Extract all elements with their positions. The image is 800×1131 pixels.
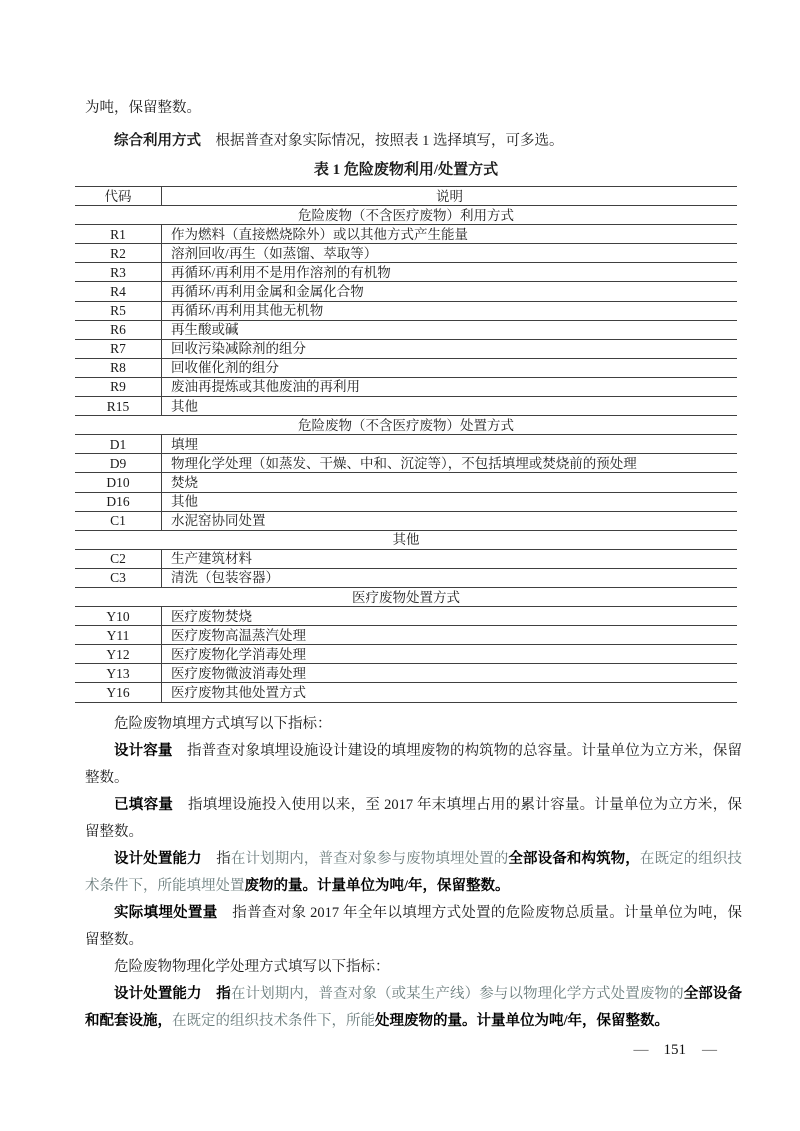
- footer-dash-left: —: [633, 1042, 648, 1058]
- cell-desc: 回收污染减除剂的组分: [171, 341, 306, 357]
- cell-desc: 医疗废物焚烧: [171, 608, 252, 624]
- table-row: [75, 321, 737, 340]
- cell-desc: 再循环/再利用不是用作溶剂的有机物: [171, 264, 391, 280]
- table-row: [75, 435, 737, 454]
- physchem-design-capacity-def: [85, 981, 742, 1035]
- cell-code: Y16: [75, 683, 162, 701]
- cell-desc: 其他: [171, 398, 198, 414]
- cell-code: R2: [75, 244, 162, 262]
- cell-desc: 物理化学处理（如蒸发、干燥、中和、沉淀等），不包括填埋或焚烧前的预处理: [171, 455, 637, 471]
- design-disposal-capacity-def: [85, 846, 742, 900]
- cell-desc: 作为燃料（直接燃烧除外）或以其他方式产生能量: [171, 226, 468, 242]
- filled-capacity-def: [85, 792, 742, 846]
- cell-code: D1: [75, 435, 162, 453]
- table-row: [75, 607, 737, 626]
- cell-desc: 溶剂回收/再生（如蒸馏、萃取等）: [171, 245, 378, 261]
- cell-desc: 生产建筑材料: [171, 551, 252, 567]
- cell-desc: 医疗废物微波消毒处理: [171, 665, 306, 681]
- text-segment: 指: [201, 850, 231, 867]
- cell-desc: 清洗（包装容器）: [171, 570, 279, 586]
- cell-code: Y11: [75, 626, 162, 644]
- text-segment: 在既定的组织技术条件下，所能填埋处置: [85, 850, 743, 894]
- table-section-row: [75, 206, 737, 225]
- cell-code: R4: [75, 282, 162, 300]
- cell-desc: 回收催化剂的组分: [171, 360, 279, 376]
- text-segment: 指填埋设施投入使用以来，至 2017 年末填埋占用的累计容量。计量单位为立方米，保留整数。: [85, 796, 743, 840]
- cell-code: R7: [75, 340, 162, 358]
- cell-code: R5: [75, 302, 162, 320]
- cell-desc: 医疗废物高温蒸汽处理: [171, 627, 306, 643]
- table-title: 表 1 危险废物利用/处置方式: [313, 162, 499, 178]
- table-section-row: [75, 588, 737, 607]
- table-row: [75, 454, 737, 473]
- table-row: [75, 378, 737, 397]
- footer-dash-right: —: [702, 1042, 716, 1058]
- text-segment: 全部设备和构筑物，: [508, 850, 640, 867]
- usage-method-lead: 综合利用方式: [114, 133, 201, 149]
- table-row: [75, 263, 737, 282]
- table-row: [75, 683, 737, 702]
- cell-code: R3: [75, 263, 162, 281]
- cell-desc: 再生酸或碱: [171, 322, 239, 338]
- cell-code: D16: [75, 493, 162, 511]
- cell-code: C1: [75, 512, 162, 530]
- text-segment: 实际填埋处置量: [114, 904, 218, 921]
- cell-desc: 焚烧: [171, 474, 198, 490]
- text-segment: 在计划期内，普查对象（或某生产线）参与以物理化学方式处置废物的: [230, 985, 684, 1002]
- table-section-label: 危险废物（不含医疗废物）处置方式: [298, 417, 514, 433]
- text-segment: 废物的量。计量单位为吨/年，保留整数。: [244, 877, 510, 894]
- definitions-section: [85, 711, 742, 1035]
- hazardous-waste-methods-table: [75, 186, 737, 703]
- table-header-row: [75, 187, 737, 206]
- table-row: [75, 359, 737, 378]
- text-segment: 处理废物的量。计量单位为吨/年，保留整数。: [375, 1012, 670, 1029]
- cell-code: Y13: [75, 664, 162, 682]
- usage-method-paragraph: [85, 128, 740, 155]
- continuation-text: 为吨，保留整数。: [85, 100, 201, 116]
- cell-code: R1: [75, 225, 162, 243]
- cell-code: Y10: [75, 607, 162, 625]
- text-segment: 指普查对象填埋设施设计建设的填埋废物的构筑物的总容量。计量单位为立方米，保留整数。: [85, 742, 743, 786]
- design-capacity-def: [85, 738, 742, 792]
- table-section-label: 医疗废物处置方式: [352, 589, 460, 605]
- text-segment: 在既定的组织技术条件下，所能: [172, 1012, 375, 1029]
- cell-desc: 水泥窑协同处置: [171, 513, 266, 529]
- text-segment: 设计处置能力: [114, 985, 202, 1002]
- text-segment: 在计划期内，普查对象参与废物填埋处置的: [230, 850, 509, 867]
- cell-desc: 医疗废物其他处置方式: [171, 684, 306, 700]
- cell-code: D9: [75, 454, 162, 472]
- page-number: 151: [663, 1042, 686, 1058]
- column-header-desc: 说明: [436, 188, 463, 204]
- table-row: [75, 244, 737, 263]
- text-segment: 全部设备和配套设施，: [85, 985, 743, 1029]
- text-segment: 指普查对象 2017 年全年以填埋方式处置的危险废物总质量。计量单位为吨，保留整数。: [85, 904, 743, 948]
- cell-code: C3: [75, 569, 162, 587]
- page-footer: [634, 1042, 717, 1059]
- cell-code: R15: [75, 397, 162, 415]
- table-row: [75, 512, 737, 531]
- cell-code: Y12: [75, 645, 162, 663]
- cell-desc: 医疗废物化学消毒处理: [171, 646, 306, 662]
- table-section-row: [75, 531, 737, 550]
- table-row: [75, 302, 737, 321]
- cell-code: R6: [75, 321, 162, 339]
- table-row: [75, 397, 737, 416]
- cell-desc: 废油再提炼或其他废油的再利用: [171, 379, 360, 395]
- column-header-code: 代码: [75, 187, 162, 205]
- table-row: [75, 626, 737, 645]
- text-segment: 已填容量: [114, 796, 174, 813]
- landfill-indicators-intro: [85, 711, 742, 738]
- text-segment: 设计容量: [114, 742, 173, 759]
- table-row: [75, 550, 737, 569]
- physchem-indicators-intro: [85, 954, 742, 981]
- table-row: [75, 282, 737, 301]
- table-row: [75, 664, 737, 683]
- table-row: [75, 340, 737, 359]
- cell-code: R8: [75, 359, 162, 377]
- cell-code: D10: [75, 473, 162, 491]
- table-row: [75, 225, 737, 244]
- cell-code: C2: [75, 550, 162, 568]
- cell-code: R9: [75, 378, 162, 396]
- table-row: [75, 645, 737, 664]
- table-row: [75, 473, 737, 492]
- cell-desc: 填埋: [171, 436, 198, 452]
- table-row: [75, 493, 737, 512]
- usage-method-body: 根据普查对象实际情况，按照表 1 选择填写，可多选。: [201, 133, 564, 149]
- text-segment: 危险废物填埋方式填写以下指标：: [114, 715, 332, 732]
- cell-desc: 再循环/再利用金属和金属化合物: [171, 284, 364, 300]
- cell-desc: 再循环/再利用其他无机物: [171, 303, 324, 319]
- text-segment: 设计处置能力: [114, 850, 202, 867]
- table-row: [75, 569, 737, 588]
- text-segment: 危险废物物理化学处理方式填写以下指标：: [114, 958, 390, 975]
- table-section-label: 其他: [392, 532, 420, 548]
- table-section-label: 危险废物（不含医疗废物）利用方式: [298, 207, 514, 223]
- actual-landfill-quantity-def: [85, 900, 742, 954]
- text-segment: 指: [201, 985, 231, 1002]
- cell-desc: 其他: [171, 494, 198, 510]
- table-section-row: [75, 416, 737, 435]
